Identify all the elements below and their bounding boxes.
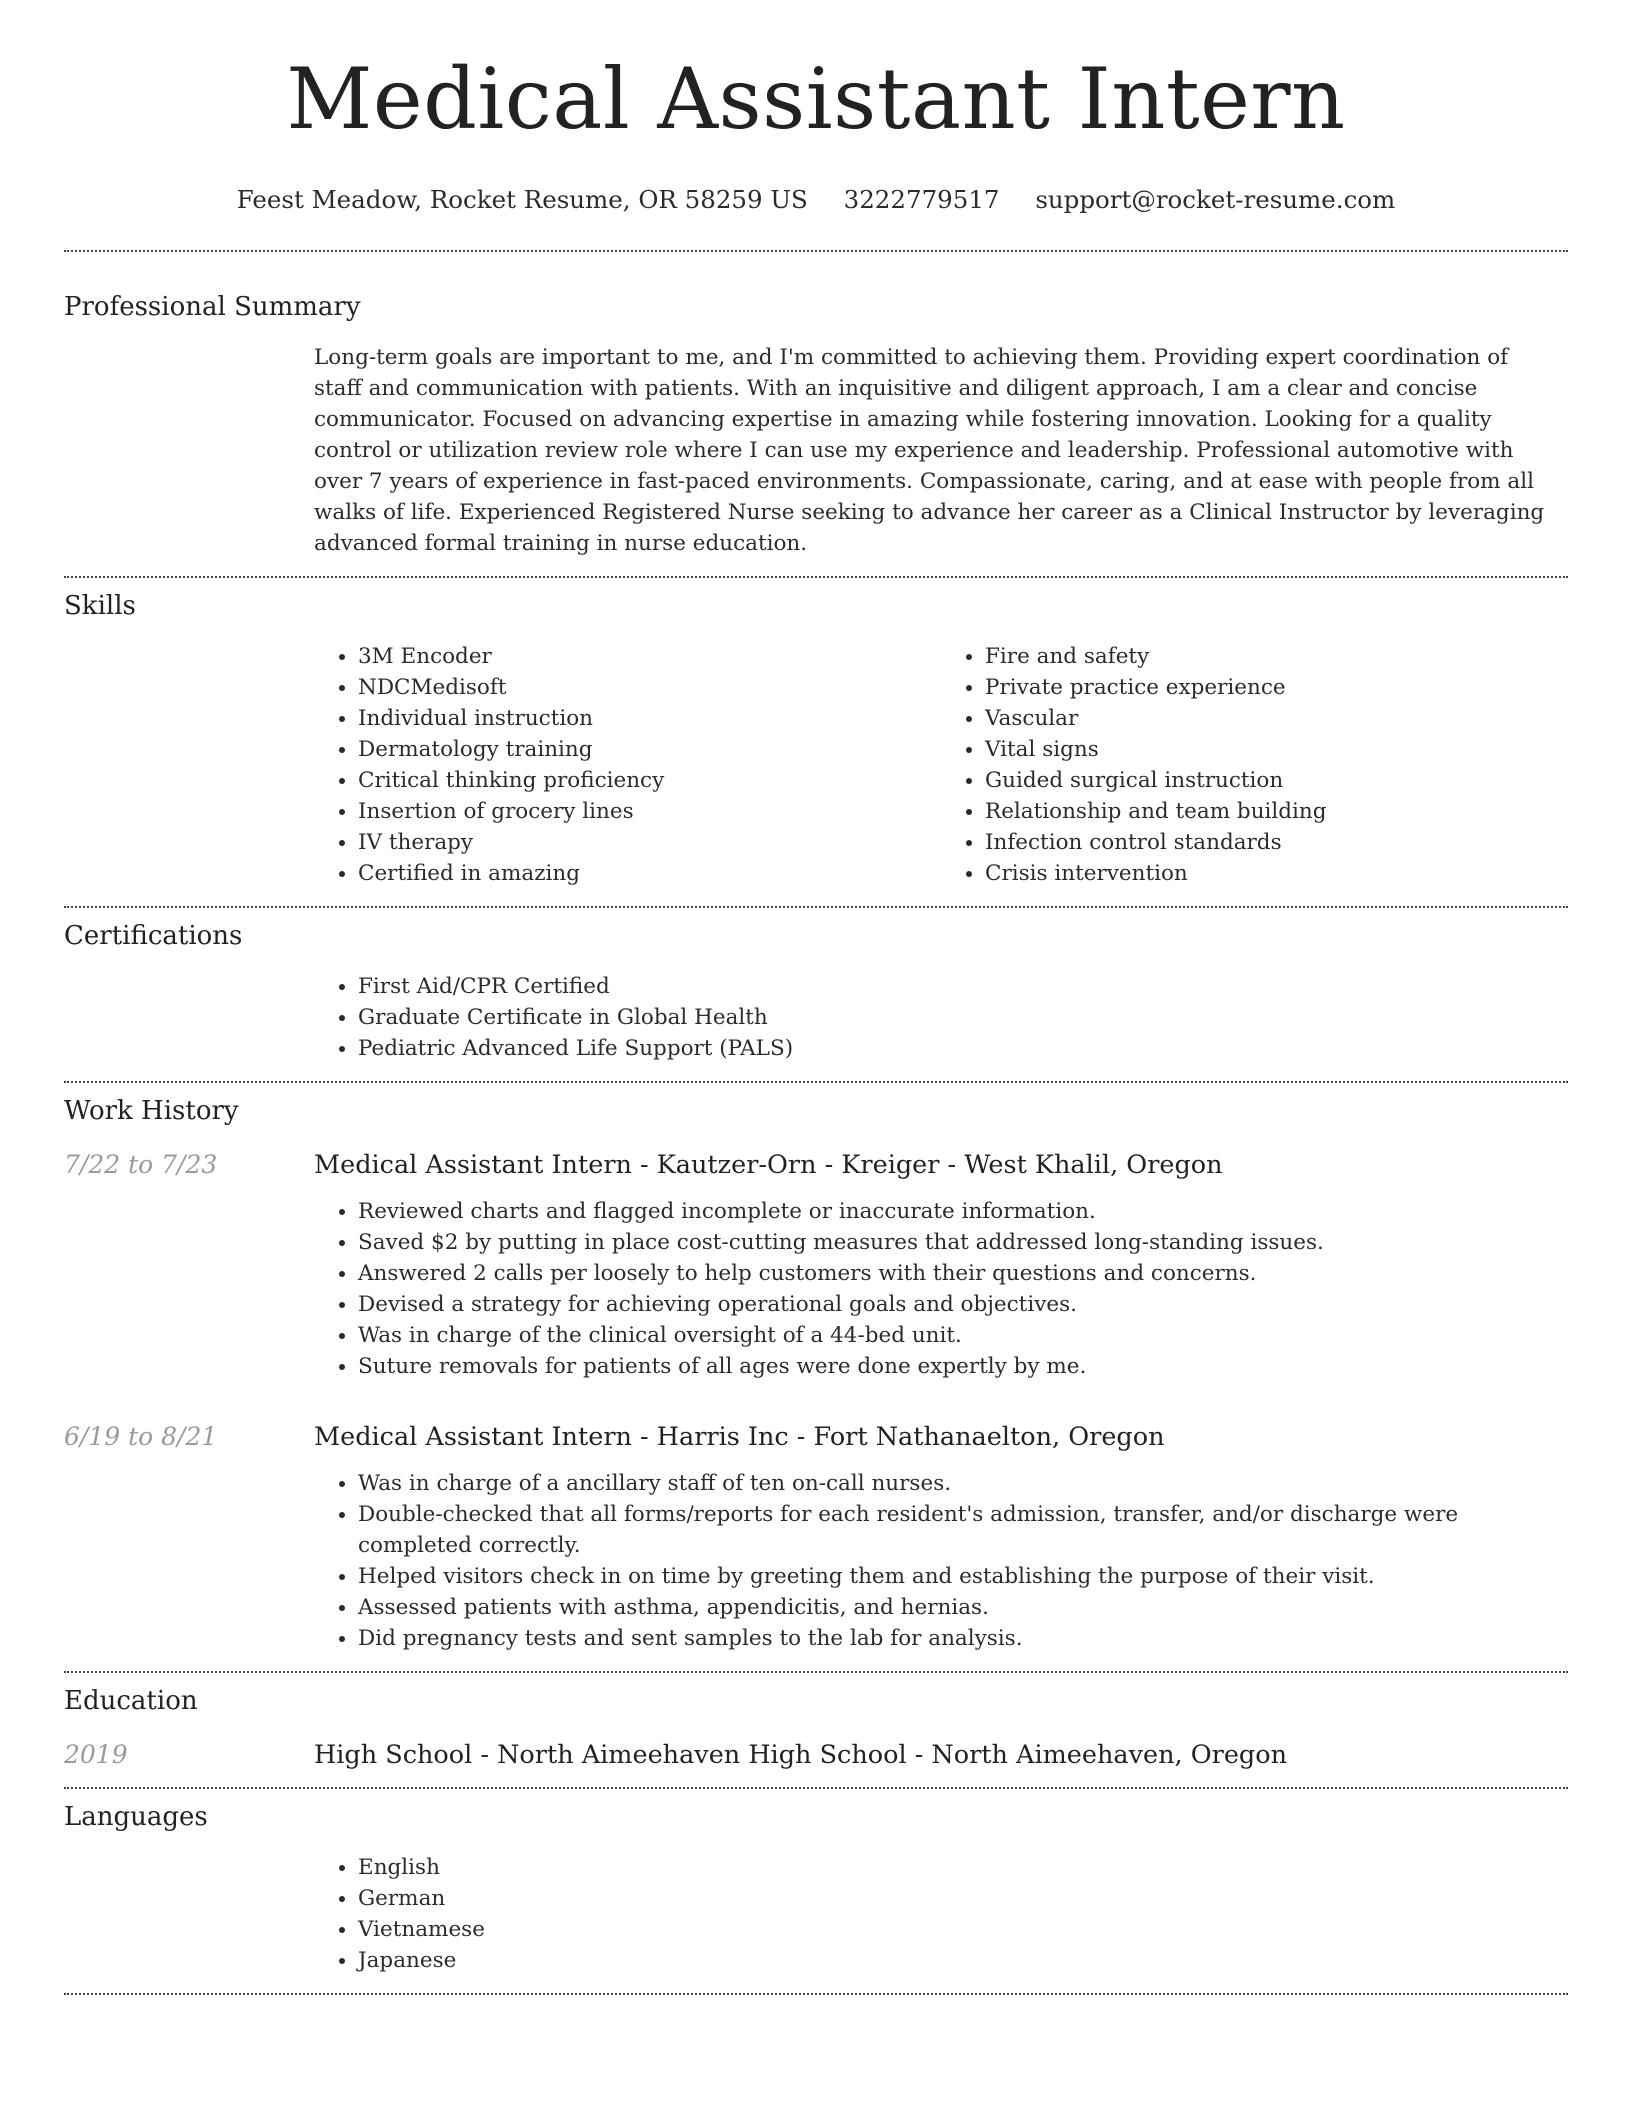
job-heading: Medical Assistant Intern - Harris Inc - Fort Nathanaelton, Oregon [314, 1422, 1165, 1452]
list-item: • Infection control standards [985, 827, 1568, 858]
job-entry [64, 1150, 1568, 1382]
list-item: • Double-checked that all forms/reports for each resident's admission, transfer, and/or discharge were completed correctly. [358, 1499, 1568, 1561]
work-history-section [64, 1094, 1568, 1654]
list-item: • German [358, 1883, 1568, 1914]
job-dates: 6/19 to 8/21 [64, 1422, 218, 1451]
divider [64, 906, 1568, 908]
divider [64, 1081, 1568, 1083]
list-item: • Dermatology training [358, 734, 941, 765]
job-header [64, 1422, 1568, 1452]
list-item: • Reviewed charts and flagged incomplete or inaccurate information. [358, 1196, 1568, 1227]
section-title-skills: Skills [64, 591, 136, 621]
list-item: • Did pregnancy tests and sent samples to the lab for analysis. [358, 1623, 1568, 1654]
list-item: • Was in charge of the clinical oversight of a 44-bed unit. [358, 1320, 1568, 1351]
list-item: • IV therapy [358, 827, 941, 858]
list-item: • Japanese [358, 1945, 1568, 1976]
list-item: • Insertion of grocery lines [358, 796, 941, 827]
resume-name: Medical Assistant Intern [286, 50, 1346, 148]
list-item: • 3M Encoder [358, 641, 941, 672]
job-duties-list [314, 1196, 1568, 1382]
section-title-summary: Professional Summary [64, 292, 361, 322]
divider [64, 1787, 1568, 1789]
contact-email: support@rocket-resume.com [1035, 185, 1396, 214]
skills-list-right [941, 641, 1568, 889]
list-item: • Helped visitors check in on time by greeting them and establishing the purpose of their visit. [358, 1561, 1568, 1592]
list-item: • Certified in amazing [358, 858, 941, 889]
list-item: • Devised a strategy for achieving operational goals and objectives. [358, 1289, 1568, 1320]
section-title-certifications: Certifications [64, 921, 243, 951]
list-item: • Assessed patients with asthma, appendicitis, and hernias. [358, 1592, 1568, 1623]
certifications-list [314, 971, 1568, 1064]
divider [64, 576, 1568, 578]
certifications-section [64, 919, 1568, 1064]
list-item: • Critical thinking proficiency [358, 765, 941, 796]
certifications-body [314, 971, 1568, 1064]
divider [64, 1671, 1568, 1673]
languages-list [314, 1852, 1568, 1976]
section-title-education: Education [64, 1686, 198, 1716]
contact-phone: 3222779517 [843, 185, 1000, 214]
list-item: • Saved $2 by putting in place cost-cutting measures that addressed long-standing issues. [358, 1227, 1568, 1258]
list-item: • Individual instruction [358, 703, 941, 734]
summary-text: Long-term goals are important to me, and I'm committed to achieving them. Providing expert coordination of staff and communication with patients. With an inquisitive and diligent approach, I am a clear and concise communicator. Focused on advancing expertise in amazing while fostering innovation. Looking for a quality control or utilization review role where I can use my experience and leadership. Professional automotive with over 7 years of experience in fast-paced environments. Compassionate, caring, and at ease with people from all walks of life. Experienced Registered Nurse seeking to advance her career as a Clinical Instructor by leveraging advanced formal training in nurse education. [314, 345, 1545, 556]
list-item: • Graduate Certificate in Global Health [358, 1002, 1568, 1033]
list-item: • Vital signs [985, 734, 1568, 765]
skills-columns [314, 641, 1568, 889]
resume-page [64, 0, 1568, 1995]
list-item: • Was in charge of a ancillary staff of ten on-call nurses. [358, 1468, 1568, 1499]
list-item: • Crisis intervention [985, 858, 1568, 889]
job-dates: 7/22 to 7/23 [64, 1150, 218, 1179]
summary-body [314, 342, 1568, 559]
list-item: • Fire and safety [985, 641, 1568, 672]
languages-body [314, 1852, 1568, 1976]
job-header [64, 1150, 1568, 1180]
list-item: • Vascular [985, 703, 1568, 734]
education-heading: High School - North Aimeehaven High School - North Aimeehaven, Oregon [314, 1740, 1288, 1770]
job-duties [314, 1196, 1568, 1382]
education-section [64, 1684, 1568, 1770]
list-item: • Relationship and team building [985, 796, 1568, 827]
divider [64, 1993, 1568, 1995]
job-heading: Medical Assistant Intern - Kautzer-Orn - Kreiger - West Khalil, Oregon [314, 1150, 1223, 1180]
contact-line [64, 184, 1568, 216]
list-item: • First Aid/CPR Certified [358, 971, 1568, 1002]
list-item: • Vietnamese [358, 1914, 1568, 1945]
divider [64, 250, 1568, 252]
list-item: • Guided surgical instruction [985, 765, 1568, 796]
job-entry [64, 1422, 1568, 1654]
summary-section [64, 290, 1568, 559]
skills-list-left [314, 641, 941, 889]
list-item: • English [358, 1852, 1568, 1883]
education-entry [64, 1740, 1568, 1770]
section-title-languages: Languages [64, 1802, 208, 1832]
skills-section [64, 589, 1568, 889]
contact-address: Feest Meadow, Rocket Resume, OR 58259 US [236, 185, 808, 214]
job-duties-list [314, 1468, 1568, 1654]
list-item: • NDCMedisoft [358, 672, 941, 703]
list-item: • Pediatric Advanced Life Support (PALS) [358, 1033, 1568, 1064]
section-title-work-history: Work History [64, 1096, 239, 1126]
list-item: • Suture removals for patients of all ages were done expertly by me. [358, 1351, 1568, 1382]
education-year: 2019 [64, 1740, 128, 1769]
list-item: • Private practice experience [985, 672, 1568, 703]
list-item: • Answered 2 calls per loosely to help customers with their questions and concerns. [358, 1258, 1568, 1289]
job-duties [314, 1468, 1568, 1654]
languages-section [64, 1800, 1568, 1976]
